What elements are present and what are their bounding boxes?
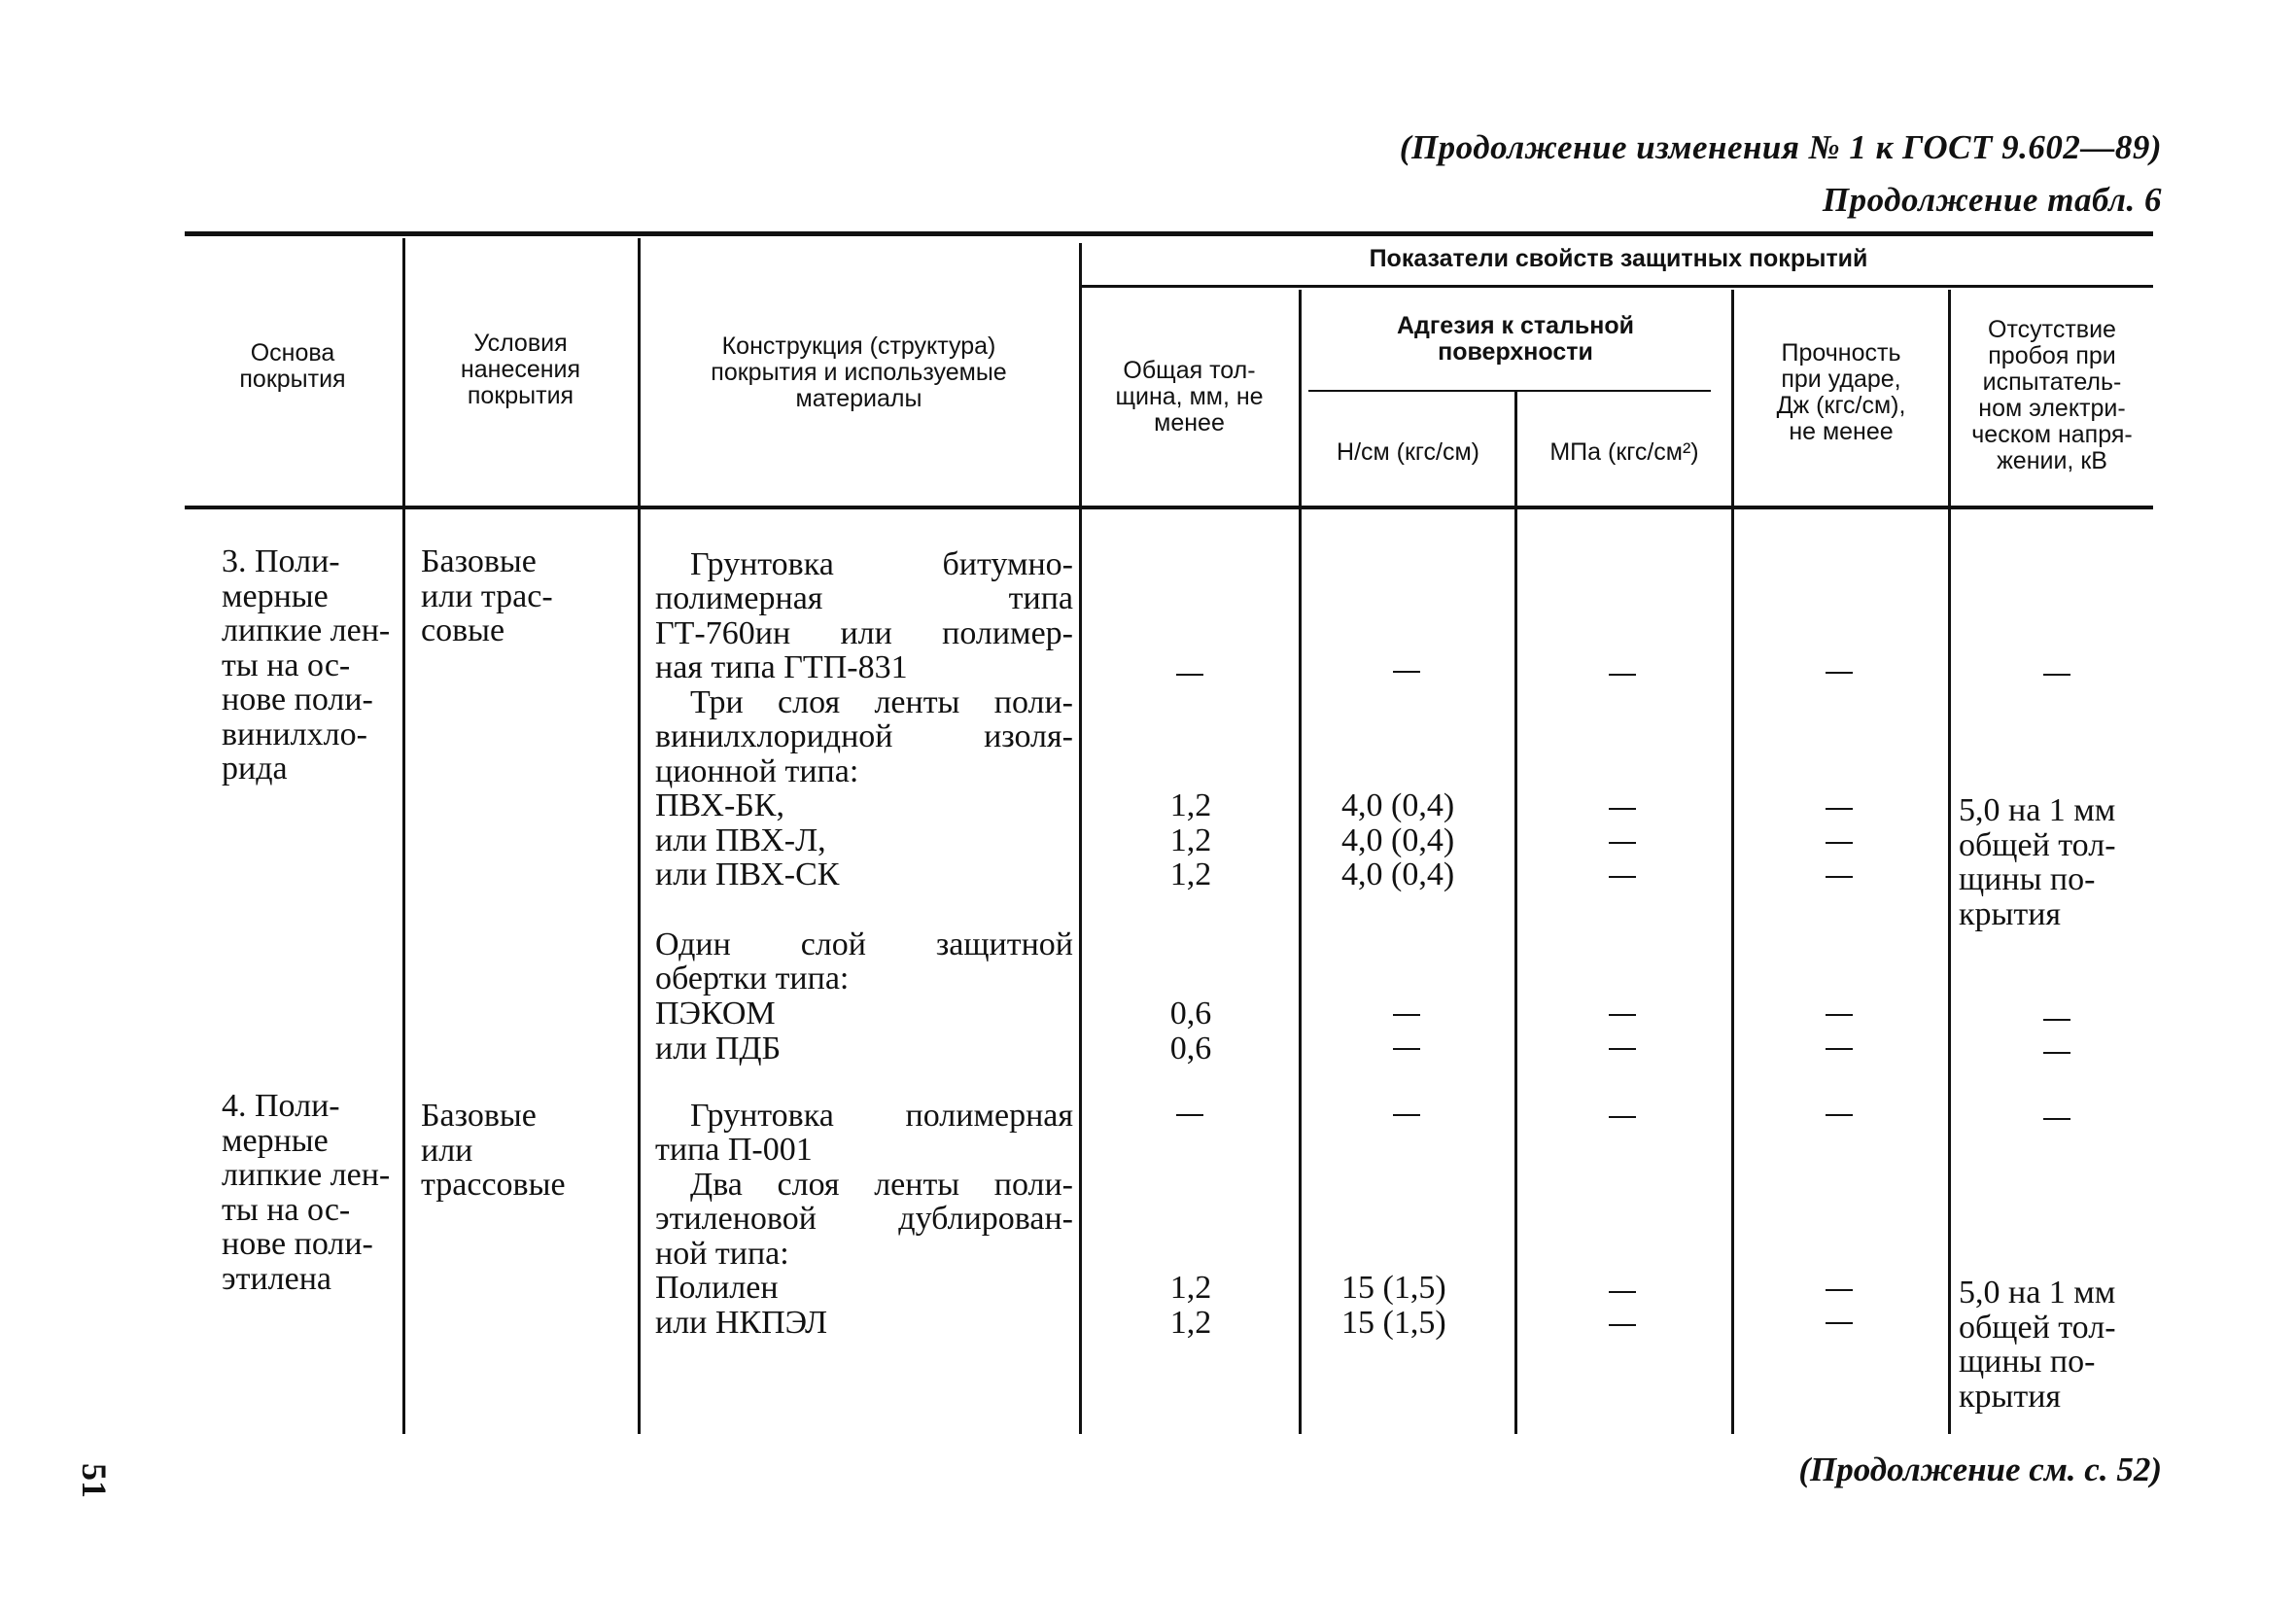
row3-layers-line3: ционной типа:: [655, 753, 859, 789]
row3-base: 3. Поли- мерные липкие лен- ты на ос- нове поли- винилхло- рида: [222, 543, 391, 787]
header-base: Основа покрытия: [239, 339, 346, 393]
row4-adhesion-tapes: 15 (1,5) 15 (1,5): [1341, 1270, 1446, 1341]
row3-primer-thickness-dash: [1176, 674, 1203, 676]
header-thickness: Общая тол- щина, мм, не менее: [1115, 357, 1264, 437]
row3-wrap1-breakdown-dash: [2043, 1019, 2070, 1021]
col-divider-1: [402, 238, 405, 1434]
row4-tape2-mpa-dash: [1609, 1324, 1636, 1326]
row4-conditions: Базовые или трассовые: [421, 1098, 566, 1203]
row4-primer-thickness-dash: [1176, 1114, 1203, 1116]
row3-conditions: Базовые или трас- совые: [421, 543, 553, 648]
header-impact: Прочность при ударе, Дж (кгс/см), не менее: [1776, 339, 1906, 445]
row3-tape1-mpa-dash: [1609, 808, 1636, 810]
row3-tape3-impact-dash: [1826, 876, 1853, 878]
row3-wrap2-mpa-dash: [1609, 1048, 1636, 1050]
row4-tape1-mpa-dash: [1609, 1291, 1636, 1293]
row3-breakdown: 5,0 на 1 мм общей тол- щины по- крытия: [1959, 792, 2116, 932]
row4-primer-adhesion-n-dash: [1393, 1114, 1420, 1116]
row4-tape2-impact-dash: [1826, 1322, 1853, 1324]
col-divider-5: [1514, 392, 1517, 1434]
table-top-rule: [185, 231, 2153, 236]
header-bottom-rule: [185, 506, 2153, 509]
row3-primer-adhesion-n-dash: [1393, 671, 1420, 673]
col-divider-2: [638, 238, 641, 1434]
col-divider-6: [1731, 290, 1734, 1434]
row3-primer-line1: Грунтовка битумно-: [690, 546, 1073, 582]
row4-base: 4. Поли- мерные липкие лен- ты на ос- нове поли- этилена: [222, 1088, 391, 1297]
header-breakdown: Отсутствие пробоя при испытатель- ном электри- ческом напря- жении, кВ: [1971, 316, 2133, 474]
row3-primer-adhesion-mpa-dash: [1609, 674, 1636, 676]
row3-thickness-wraps: 0,6 0,6: [1169, 996, 1212, 1066]
row4-breakdown: 5,0 на 1 мм общей тол- щины по- крытия: [1959, 1275, 2116, 1415]
row3-primer-impact-dash: [1826, 672, 1853, 674]
row3-primer-line4: ная типа ГТП-831: [655, 649, 908, 685]
row4-primer-adhesion-mpa-dash: [1609, 1116, 1636, 1118]
header-adhesion-mpa: МПа (кгс/см²): [1549, 438, 1699, 466]
row3-wrap1-mpa-dash: [1609, 1014, 1636, 1016]
adhesion-header-rule: [1308, 390, 1711, 392]
row3-primer-line2: полимерная типа: [655, 580, 1073, 616]
row3-wraps: ПЭКОМ или ПДБ: [655, 996, 782, 1066]
header-adhesion: Адгезия к стальной поверхности: [1396, 312, 1635, 366]
row3-layers-line1: Три слоя ленты поли-: [690, 684, 1073, 720]
row4-tape1-impact-dash: [1826, 1289, 1853, 1291]
row3-thickness-tapes: 1,2 1,2 1,2: [1169, 787, 1212, 892]
row3-tape2-impact-dash: [1826, 842, 1853, 844]
header-group: Показатели свойств защитных покрытий: [1369, 245, 1868, 272]
row3-wrap1-impact-dash: [1826, 1014, 1853, 1016]
row4-primer-breakdown-dash: [2043, 1118, 2070, 1120]
row3-wrap-line1: Один слой защитной: [655, 926, 1073, 962]
continuation-footer: (Продолжение см. с. 52): [1798, 1451, 2162, 1488]
row3-wrap1-adhesion-n-dash: [1393, 1014, 1420, 1016]
row3-tape2-mpa-dash: [1609, 842, 1636, 844]
page-number: 51: [75, 1463, 114, 1498]
row3-wrap2-impact-dash: [1826, 1048, 1853, 1050]
row3-primer-line3: ГТ-760ин или полимер-: [655, 615, 1073, 651]
row3-tapes: ПВХ-БК, или ПВХ-Л, или ПВХ-СК: [655, 787, 840, 892]
row4-layers-line2: этиленовой дублирован-: [655, 1201, 1073, 1237]
row3-wrap2-adhesion-n-dash: [1393, 1048, 1420, 1050]
table-continuation-label: Продолжение табл. 6: [1822, 181, 2162, 219]
header-conditions: Условия нанесения покрытия: [460, 330, 581, 409]
row3-primer-breakdown-dash: [2043, 674, 2070, 676]
row3-wrap-line2: обертки типа:: [655, 961, 850, 996]
row3-adhesion-tapes: 4,0 (0,4) 4,0 (0,4) 4,0 (0,4): [1341, 787, 1455, 892]
row4-layers-line1: Два слоя ленты поли-: [690, 1167, 1073, 1203]
row4-layers-line3: ной типа:: [655, 1236, 789, 1272]
group-header-rule: [1081, 285, 2153, 288]
row4-primer-line1: Грунтовка полимерная: [690, 1098, 1073, 1134]
row4-primer-impact-dash: [1826, 1114, 1853, 1116]
row3-tape1-impact-dash: [1826, 808, 1853, 810]
header-construction: Конструкция (структура) покрытия и используемые материалы: [711, 332, 1007, 412]
row3-wrap2-breakdown-dash: [2043, 1052, 2070, 1054]
row3-tape3-mpa-dash: [1609, 876, 1636, 878]
row3-layers-line2: винилхлоридной изоля-: [655, 718, 1073, 754]
row4-thickness-tapes: 1,2 1,2: [1169, 1270, 1212, 1341]
row4-primer-line2: типа П-001: [655, 1132, 813, 1168]
continuation-note: (Продолжение изменения № 1 к ГОСТ 9.602—89): [1399, 128, 2162, 166]
row4-tapes: Полилен или НКПЭЛ: [655, 1270, 828, 1341]
header-adhesion-n: Н/см (кгс/см): [1337, 438, 1479, 466]
